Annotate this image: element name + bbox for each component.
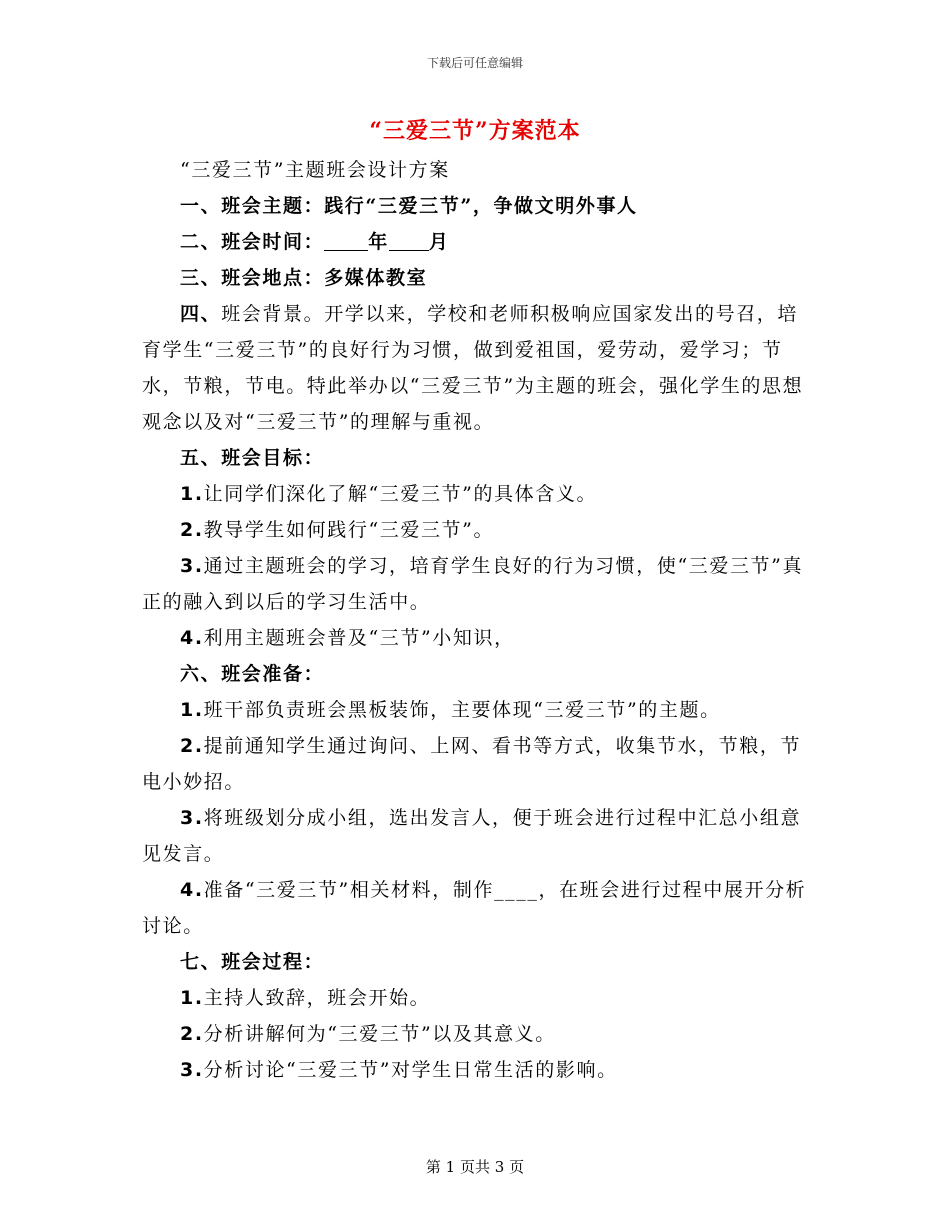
prep-item-text: 将班级划分成小组，选出发言人，便于班会进行过程中汇总小组意见发言。: [142, 807, 802, 865]
prep-item-text: 提前通知学生通过询问、上网、看书等方式，收集节水，节粮，节电小妙招。: [142, 735, 802, 793]
section-6-heading: 六、班会准备：: [180, 663, 325, 685]
section-7-heading: 七、班会过程：: [180, 951, 325, 973]
section-3-location: 三、班会地点：多媒体教室: [180, 267, 428, 289]
goal-item: [142, 620, 807, 656]
process-item: [142, 980, 807, 1016]
page-header: 下载后可任意编辑: [426, 56, 523, 70]
prep-item: [142, 692, 807, 728]
goal-item-number: 2.: [180, 519, 204, 541]
section-1-theme: 一、班会主题：践行“三爱三节”，争做文明外事人: [180, 195, 638, 217]
prep-item-number: 2.: [180, 735, 204, 757]
month-blank: [389, 228, 429, 251]
process-item-number: 3.: [180, 1059, 204, 1081]
subtitle: “三爱三节”主题班会设计方案: [180, 159, 450, 181]
process-item-number: 1.: [180, 987, 204, 1009]
document-title: “三爱三节”方案范本: [369, 118, 581, 144]
page-footer: 第 1 页共 3 页: [425, 1158, 525, 1176]
goal-item: [142, 476, 807, 512]
goal-item-text: 让同学们深化了解“三爱三节”的具体含义。: [203, 483, 598, 505]
goal-item-text: 教导学生如何践行“三爱三节”。: [203, 519, 495, 541]
prep-item-text: 准备“三爱三节”相关材料，制作____，在班会进行过程中展开分析讨论。: [142, 879, 807, 937]
section-2-time: [142, 224, 807, 260]
goal-item-number: 3.: [180, 555, 204, 577]
prep-item-number: 4.: [180, 879, 204, 901]
goal-item-text: 利用主题班会普及“三节”小知识，: [203, 627, 515, 649]
section-5-heading: 五、班会目标：: [180, 447, 325, 469]
section-4-background: [142, 296, 807, 440]
section-2-label: 二、班会时间：: [180, 231, 325, 253]
goal-item-text: 通过主题班会的学习，培育学生良好的行为习惯，使“三爱三节”真正的融入到以后的学习生活中。: [142, 555, 804, 613]
goal-item-number: 4.: [180, 627, 204, 649]
prep-item: [142, 728, 807, 800]
section-4-text: 班会背景。开学以来，学校和老师积极响应国家发出的号召，培育学生“三爱三节”的良好行为习惯，做到爱祖国，爱劳动，爱学习；节水，节粮，节电。特此举办以“三爱三节”为主题的班会，强化学生的思想观念以及对“三爱三节”的理解与重视。: [142, 303, 804, 433]
prep-item: [142, 872, 807, 944]
year-label: 年: [368, 231, 389, 253]
goal-item: [142, 512, 807, 548]
process-item-number: 2.: [180, 1023, 204, 1045]
year-blank: [324, 228, 368, 251]
month-label: 月: [428, 231, 450, 253]
prep-item-number: 3.: [180, 807, 204, 829]
process-item: [142, 1052, 807, 1088]
process-item-text: 主持人致辞，班会开始。: [203, 987, 431, 1009]
section-4-label: 四、: [180, 303, 222, 325]
process-item-text: 分析讨论“三爱三节”对学生日常生活的影响。: [203, 1059, 618, 1081]
prep-item-text: 班干部负责班会黑板装饰，主要体现“三爱三节”的主题。: [203, 699, 721, 721]
process-item-text: 分析讲解何为“三爱三节”以及其意义。: [203, 1023, 556, 1045]
document-body: [142, 152, 807, 1088]
prep-item: [142, 800, 807, 872]
goal-item-number: 1.: [180, 483, 204, 505]
goal-item: [142, 548, 807, 620]
prep-item-number: 1.: [180, 699, 204, 721]
process-item: [142, 1016, 807, 1052]
